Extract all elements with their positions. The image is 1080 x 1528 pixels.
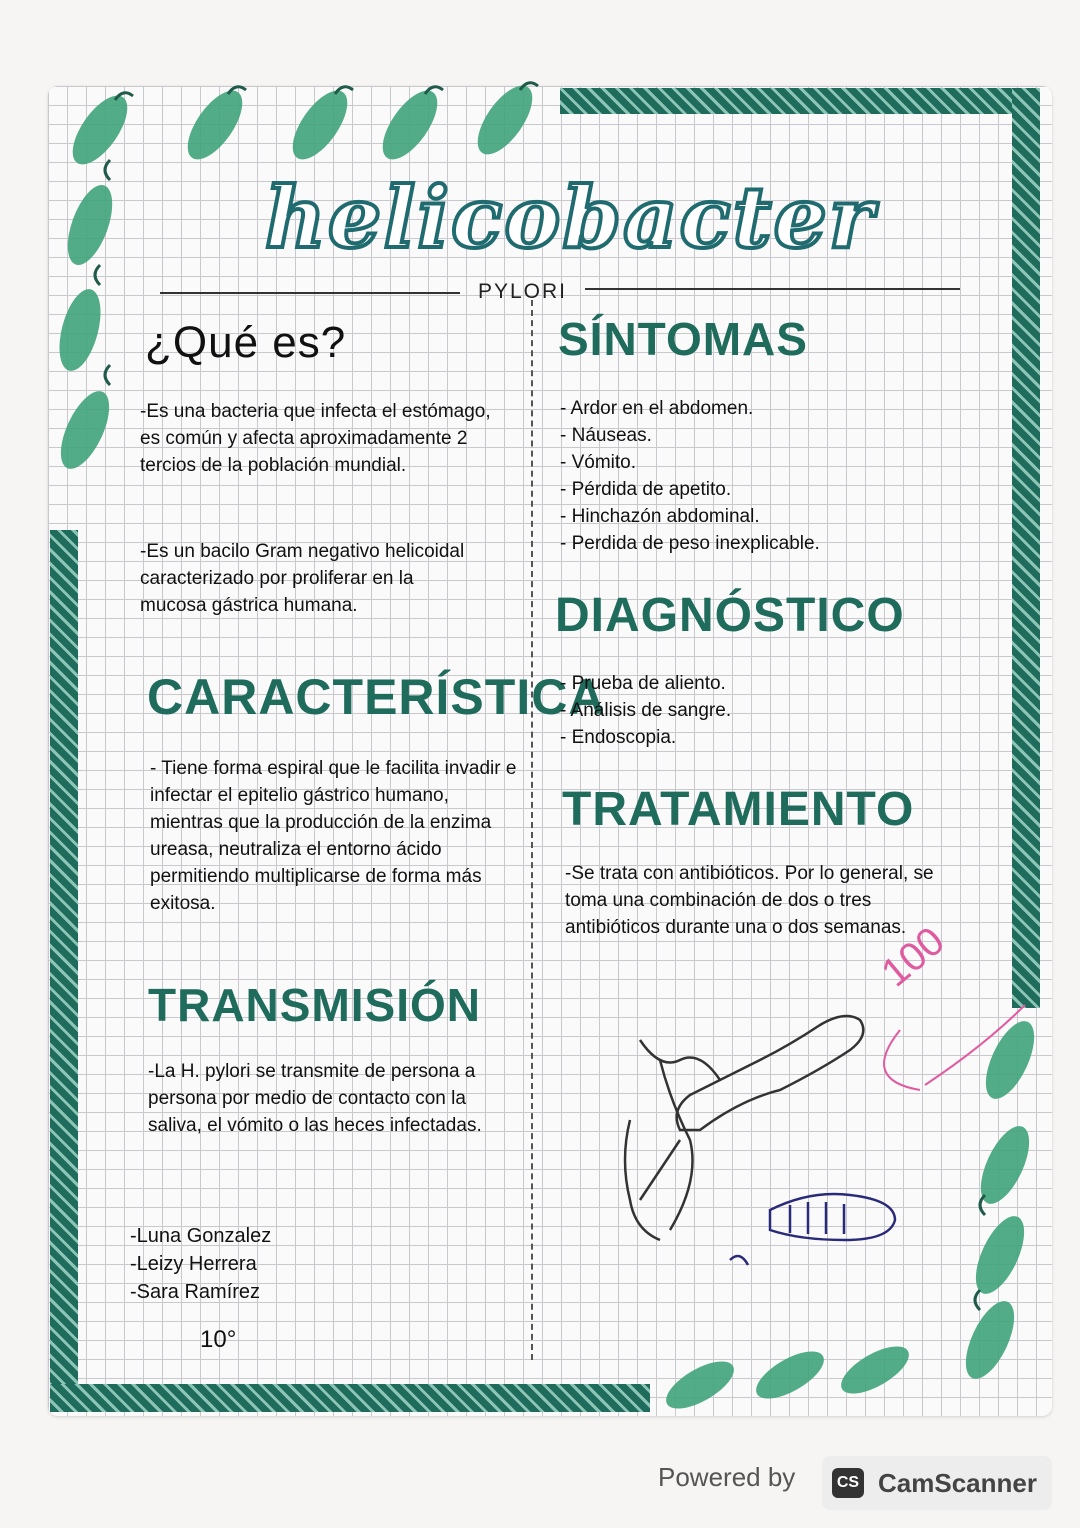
author-item: -Sara Ramírez <box>130 1281 261 1303</box>
camscanner-logo-icon: CS <box>832 1468 864 1498</box>
caracteristica-heading: CARACTERÍSTICA <box>147 669 606 725</box>
page-subtitle: PYLORI <box>477 280 568 303</box>
list-item: - Ardor en el abdomen. <box>560 398 754 419</box>
title-rule-left <box>160 292 460 294</box>
camscanner-brand: CamScanner <box>878 1468 1037 1498</box>
diagnostico-list <box>560 670 860 751</box>
stomach-sketch-icon <box>625 1016 863 1240</box>
grade-label: 10° <box>200 1326 237 1353</box>
list-item: - Pérdida de apetito. <box>560 479 732 500</box>
list-item: - Náuseas. <box>560 425 652 446</box>
que-es-paragraph-1: -Es una bacteria que infecta el estómago, es común y afecta aproximadamente 2 tercios de la población mundial. <box>140 401 491 476</box>
authors-list <box>130 1222 271 1306</box>
list-item: - Vómito. <box>560 452 637 473</box>
que-es-paragraph-2: -Es un bacilo Gram negativo helicoidal caracterizado por proliferar en la mucosa gástrica humana. <box>140 541 465 616</box>
powered-by-label: Powered by <box>658 1462 796 1492</box>
list-item: - Endoscopia. <box>560 727 677 748</box>
diagnostico-heading: DIAGNÓSTICO <box>555 589 905 642</box>
author-item: -Leizy Herrera <box>130 1253 257 1275</box>
bacterium-sketch-icon <box>730 1194 895 1265</box>
author-item: -Luna Gonzalez <box>130 1225 272 1247</box>
sintomas-list <box>560 395 910 557</box>
list-item: - Prueba de aliento. <box>560 673 726 694</box>
tratamiento-text: -Se trata con antibióticos. Por lo general, se toma una combinación de dos o tres antibióticos durante una o dos semanas. <box>565 863 934 938</box>
list-item: - Hinchazón abdominal. <box>560 506 760 527</box>
camscanner-badge <box>822 1456 1052 1510</box>
column-divider <box>531 300 533 1360</box>
teacher-mark: 100 <box>873 918 953 996</box>
page-title: helicobacter <box>264 168 876 267</box>
que-es-heading: ¿Qué es? <box>145 318 347 367</box>
caracteristica-text: - Tiene forma espiral que le facilita invadir e infectar el epitelio gástrico humano, mientras que la producción de la enzima ureasa, neutraliza el entorno ácido permitiendo multiplicarse de forma más exitosa. <box>150 758 517 914</box>
transmision-text: -La H. pylori se transmite de persona a persona por medio de contacto con la saliva, el vómito o las heces infectadas. <box>148 1061 482 1136</box>
list-item: - Análisis de sangre. <box>560 700 732 721</box>
title-rule-right <box>585 288 960 290</box>
tratamiento-heading: TRATAMIENTO <box>562 783 915 836</box>
transmision-heading: TRANSMISIÓN <box>148 979 481 1031</box>
list-item: - Perdida de peso inexplicable. <box>560 533 820 554</box>
sintomas-heading: SÍNTOMAS <box>558 313 808 365</box>
